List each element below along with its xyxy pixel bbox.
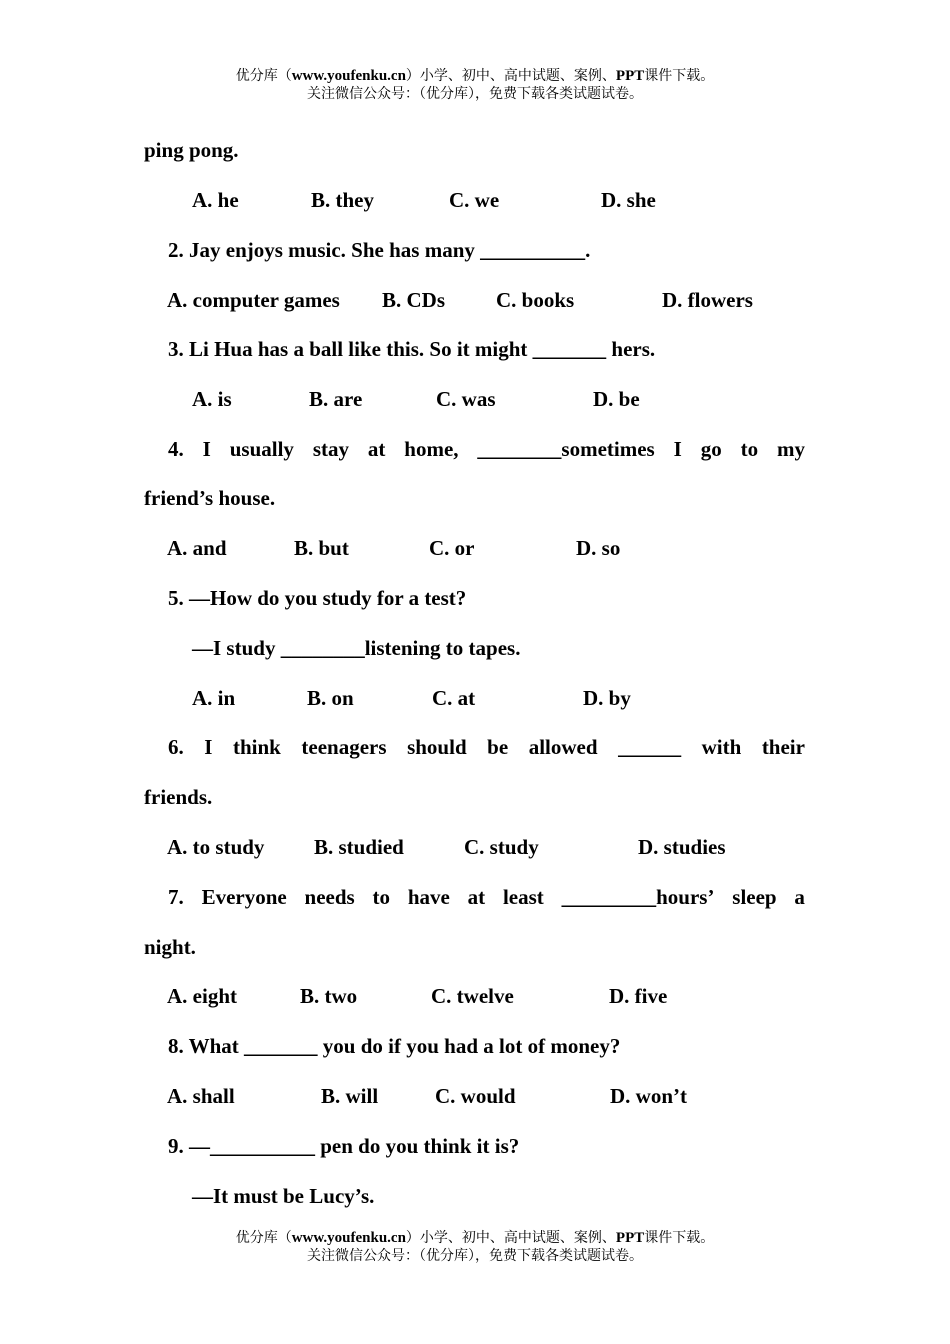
q1-option-b[interactable]: B. they bbox=[311, 188, 374, 212]
q1-option-a[interactable]: A. he bbox=[192, 188, 239, 212]
q7-stem-continuation: night. bbox=[144, 935, 196, 959]
q7-blank: _________hours’ bbox=[561, 885, 715, 909]
q3-stem: 3. Li Hua has a ball like this. So it might _______ hers. bbox=[168, 337, 656, 361]
q6-stem-continuation: friends. bbox=[144, 785, 213, 809]
q4-option-b[interactable]: B. but bbox=[294, 536, 349, 560]
q6-option-a[interactable]: A. to study bbox=[167, 835, 265, 859]
q9-stem: 9. —__________ pen do you think it is? bbox=[168, 1134, 520, 1158]
page-footer bbox=[0, 1229, 950, 1265]
q2-option-a[interactable]: A. computer games bbox=[167, 288, 340, 312]
q8-option-c[interactable]: C. would bbox=[435, 1084, 516, 1108]
header-line-1: 优分库（www.youfenku.cn）小学、初中、高中试题、案例、PPT课件下载。 bbox=[235, 68, 715, 84]
q7-option-b[interactable]: B. two bbox=[300, 984, 358, 1008]
q5-stem: 5. —How do you study for a test? bbox=[168, 586, 467, 610]
q3-option-d[interactable]: D. be bbox=[593, 387, 640, 411]
q7-option-a[interactable]: A. eight bbox=[167, 984, 237, 1008]
q6-option-c[interactable]: C. study bbox=[464, 835, 539, 859]
q7-stem: 7. Everyone needs to have at least _________hours’ sleep a bbox=[168, 885, 805, 909]
footer-line-2: 关注微信公众号：（优分库），免费下载各类试题试卷。 bbox=[307, 1248, 643, 1264]
q7-option-d[interactable]: D. five bbox=[609, 984, 668, 1008]
q2-option-d[interactable]: D. flowers bbox=[662, 288, 753, 312]
q6-stem: 6. I think teenagers should be allowed ______ with their bbox=[168, 735, 805, 759]
q4-blank: ________sometimes bbox=[477, 437, 655, 461]
q2-option-c[interactable]: C. books bbox=[496, 288, 575, 312]
q4-option-d[interactable]: D. so bbox=[576, 536, 621, 560]
q6-option-b[interactable]: B. studied bbox=[314, 835, 404, 859]
q8-option-b[interactable]: B. will bbox=[321, 1084, 379, 1108]
q5-option-c[interactable]: C. at bbox=[432, 686, 476, 710]
q5-option-d[interactable]: D. by bbox=[583, 686, 631, 710]
header-site-link[interactable]: www.youfenku.cn bbox=[291, 68, 406, 84]
q5-option-b[interactable]: B. on bbox=[307, 686, 354, 710]
q5-answer-line: —I study ________listening to tapes. bbox=[192, 636, 521, 660]
q2-stem: 2. Jay enjoys music. She has many __________. bbox=[168, 238, 591, 262]
q3-option-b[interactable]: B. are bbox=[309, 387, 363, 411]
footer-line-1: 优分库（www.youfenku.cn）小学、初中、高中试题、案例、PPT课件下载。 bbox=[235, 1230, 715, 1246]
q7-option-c[interactable]: C. twelve bbox=[431, 984, 514, 1008]
q4-option-c[interactable]: C. or bbox=[429, 536, 475, 560]
footer-site-link[interactable]: www.youfenku.cn bbox=[291, 1230, 406, 1246]
q8-option-a[interactable]: A. shall bbox=[167, 1084, 235, 1108]
q9-answer-line: —It must be Lucy’s. bbox=[192, 1184, 375, 1208]
page-header bbox=[0, 67, 950, 103]
q4-stem-continuation: friend’s house. bbox=[144, 486, 276, 510]
q2-option-b[interactable]: B. CDs bbox=[382, 288, 446, 312]
q5-option-a[interactable]: A. in bbox=[192, 686, 236, 710]
q1-option-c[interactable]: C. we bbox=[449, 188, 500, 212]
q8-option-d[interactable]: D. won’t bbox=[610, 1084, 687, 1108]
q1-stem-continuation: ping pong. bbox=[144, 138, 239, 162]
q3-option-a[interactable]: A. is bbox=[192, 387, 232, 411]
header-line-2: 关注微信公众号：（优分库），免费下载各类试题试卷。 bbox=[307, 86, 643, 102]
q6-option-d[interactable]: D. studies bbox=[638, 835, 726, 859]
q8-stem: 8. What _______ you do if you had a lot of money? bbox=[168, 1034, 621, 1058]
q6-blank: ______ bbox=[618, 735, 682, 759]
q4-option-a[interactable]: A. and bbox=[167, 536, 227, 560]
q1-option-d[interactable]: D. she bbox=[601, 188, 656, 212]
q4-stem: 4. I usually stay at home, ________sometimes I go to my bbox=[168, 437, 805, 461]
q3-option-c[interactable]: C. was bbox=[436, 387, 496, 411]
